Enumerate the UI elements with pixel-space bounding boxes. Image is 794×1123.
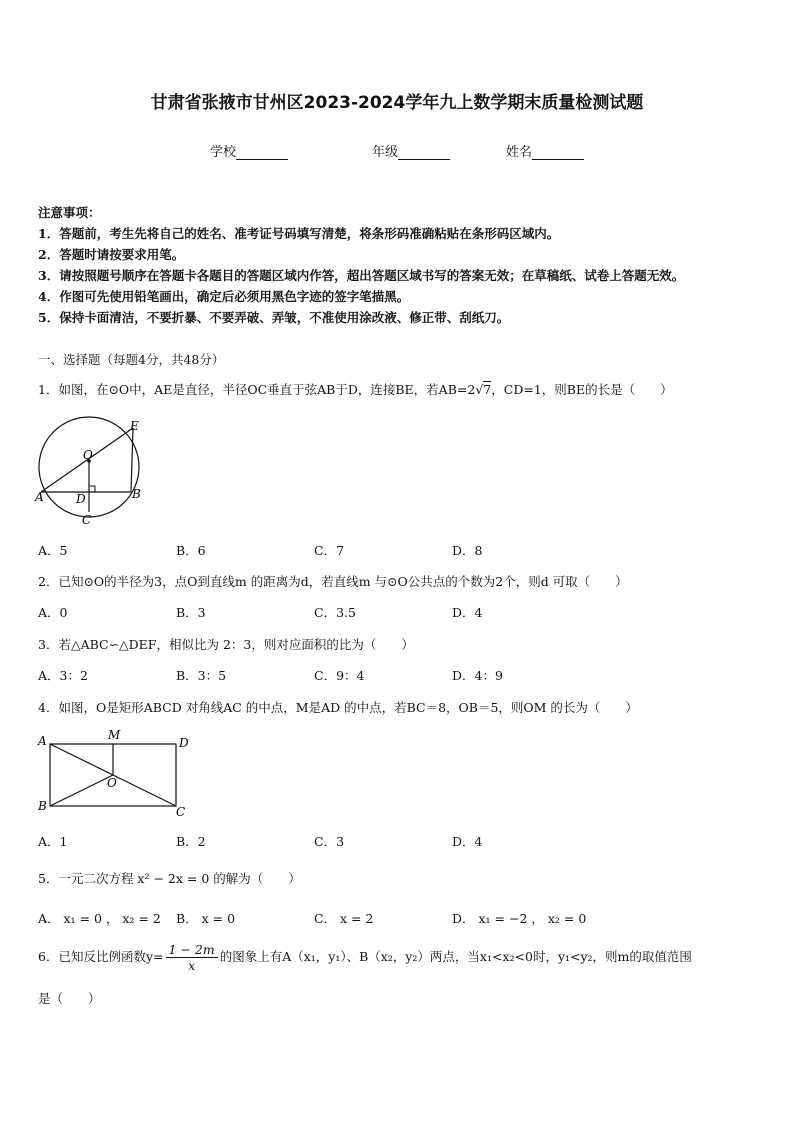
label-c: C	[176, 805, 186, 819]
label-b: B	[132, 487, 141, 501]
question-6-line-2: 是（ ）	[38, 991, 101, 1006]
q1-option-b[interactable]: B．6	[176, 543, 206, 558]
label-a: A	[38, 734, 47, 748]
label-o: O	[107, 776, 117, 790]
label-d: D	[76, 492, 86, 506]
segment-be	[131, 428, 133, 492]
notice-item: 3．请按照题号顺序在答题卡各题目的答题区域内作答，超出答题区域书写的答案无效；在草稿纸、试卷上答题无效。	[38, 268, 685, 283]
q3-option-b[interactable]: B．3：5	[176, 668, 227, 683]
q5-option-d[interactable]: D． x₁ = −2 ， x₂ = 0	[452, 911, 587, 926]
question-4: 4．如图，O是矩形ABCD 对角线AC 的中点，M是AD 的中点，若BC＝8，OB＝5，则OM 的长为（ ）	[38, 700, 638, 715]
q5-option-c[interactable]: C． x = 2	[314, 911, 374, 926]
label-b: B	[38, 799, 47, 813]
q2-option-c[interactable]: C．3.5	[314, 605, 356, 620]
name-label: 姓名	[506, 145, 533, 160]
q1-option-c[interactable]: C．7	[314, 543, 345, 558]
q4-option-c[interactable]: C．3	[314, 834, 345, 849]
notice-item: 5．保持卡面清洁，不要折暴、不要弄破、弄皱，不准使用涂改液、修正带、刮纸刀。	[38, 310, 510, 325]
name-field[interactable]	[506, 141, 584, 160]
q6-numerator: 1 − 2m	[166, 942, 218, 958]
right-angle-mark	[89, 486, 95, 492]
grade-field[interactable]	[372, 141, 450, 160]
q5-option-a[interactable]: A． x₁ = 0 ， x₂ = 2	[38, 911, 161, 926]
q2-option-b[interactable]: B．3	[176, 605, 206, 620]
q6-prefix: 6．已知反比例函数y=	[38, 949, 164, 964]
label-o: O	[83, 448, 93, 462]
q6-fraction	[166, 942, 218, 973]
question-5: 5．一元二次方程 x² − 2x = 0 的解为（ ）	[38, 871, 301, 886]
q5-option-b[interactable]: B． x = 0	[176, 911, 236, 926]
question-1	[38, 380, 673, 398]
page-title: 甘肃省张掖市甘州区2023-2024学年九上数学期末质量检测试题	[150, 93, 644, 113]
q3-option-d[interactable]: D．4：9	[452, 668, 503, 683]
section-heading: 一、选择题（每题4分，共48分）	[38, 352, 225, 367]
q3-option-c[interactable]: C．9：4	[314, 668, 365, 683]
segment-bo	[50, 775, 113, 806]
q4-option-a[interactable]: A．1	[38, 834, 68, 849]
sqrt-symbol: √	[475, 382, 484, 397]
q1-circle-figure	[34, 416, 146, 528]
q4-option-b[interactable]: B．2	[176, 834, 206, 849]
notice-item: 4．作图可先使用铅笔画出，确定后必须用黑色字迹的签字笔描黑。	[38, 289, 410, 304]
notice-item: 2．答题时请按要求用笔。	[38, 247, 185, 262]
q2-option-a[interactable]: A．0	[38, 605, 68, 620]
school-label: 学校	[210, 145, 237, 160]
q1-sqrt-value: 7	[483, 382, 492, 397]
school-blank[interactable]	[236, 146, 288, 160]
grade-blank[interactable]	[398, 146, 450, 160]
q1-option-d[interactable]: D．8	[452, 543, 483, 558]
q6-denominator: x	[188, 958, 196, 973]
notice-item: 1．答题前，考生先将自己的姓名、准考证号码填写清楚，将条形码准确粘贴在条形码区域内。	[38, 226, 560, 241]
q1-text-a: 1．如图，在⊙O中，AE是直径，半径OC垂直于弦AB于D，连接BE，若AB=2	[38, 382, 476, 397]
notice-heading: 注意事项：	[38, 205, 101, 220]
q4-option-d[interactable]: D．4	[452, 834, 483, 849]
q1-text-b: ，CD=1，则BE的长是（ ）	[491, 382, 673, 397]
name-blank[interactable]	[532, 146, 584, 160]
label-d: D	[179, 736, 189, 750]
label-m: M	[108, 728, 121, 742]
q6-suffix: 的图象上有A（x₁，y₁）、B（x₂，y₂）两点，当x₁<x₂<0时，y₁<y₂，则m的取值范围	[219, 949, 692, 964]
school-field[interactable]	[210, 141, 288, 160]
grade-label: 年级	[372, 145, 399, 160]
q4-rectangle-figure	[34, 728, 194, 820]
label-a: A	[35, 490, 44, 504]
q3-option-a[interactable]: A．3：2	[38, 668, 88, 683]
label-e: E	[130, 419, 139, 433]
question-3: 3．若△ABC∽△DEF，相似比为 2：3，则对应面积的比为（ ）	[38, 637, 414, 652]
q1-option-a[interactable]: A．5	[38, 543, 68, 558]
q2-option-d[interactable]: D．4	[452, 605, 483, 620]
label-c: C	[82, 513, 92, 527]
question-6	[38, 942, 692, 973]
question-2: 2．已知⊙O的半径为3，点O到直线m 的距离为d，若直线m 与⊙O公共点的个数为2个，则d 可取（ ）	[38, 574, 628, 589]
